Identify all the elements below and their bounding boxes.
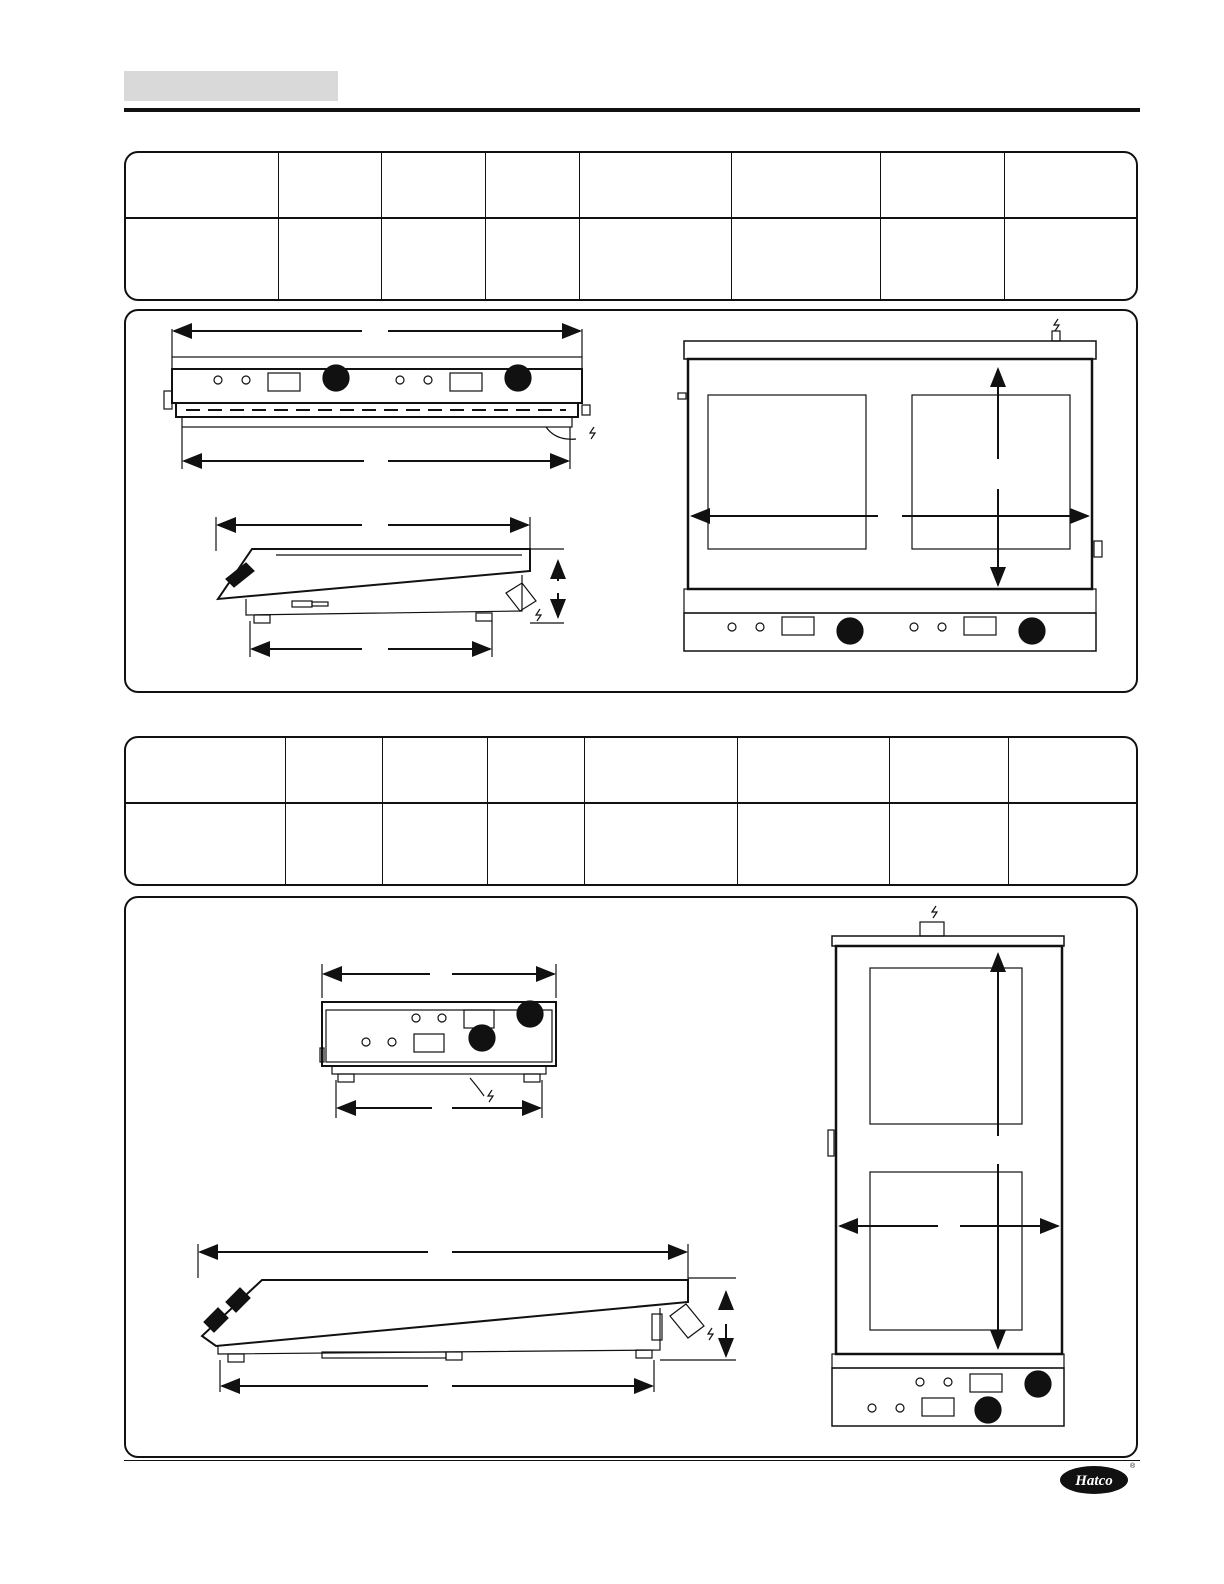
section-title-tab — [124, 71, 338, 101]
side-view — [216, 517, 564, 657]
logo-text: Hatco — [1075, 1473, 1113, 1489]
hatco-logo — [1058, 1458, 1138, 1503]
registered-mark: ® — [1130, 1463, 1136, 1470]
table-header-divider — [126, 802, 1136, 804]
front-view — [164, 329, 595, 469]
spec-table-1 — [124, 151, 1138, 301]
drawing-panel-2 — [124, 896, 1138, 1458]
top-rule — [124, 108, 1140, 112]
drawing-panel-1 — [124, 309, 1138, 693]
top-view — [828, 906, 1064, 1426]
side-view — [198, 1244, 736, 1392]
dimension-drawing-dual-unit — [126, 311, 1140, 695]
lightning-bolt-icon — [590, 427, 595, 439]
front-view — [320, 964, 556, 1118]
dimension-drawing-front-back-unit — [126, 898, 1140, 1460]
bottom-rule — [124, 1460, 1140, 1461]
spec-table-2 — [124, 736, 1138, 886]
top-view — [678, 319, 1102, 651]
